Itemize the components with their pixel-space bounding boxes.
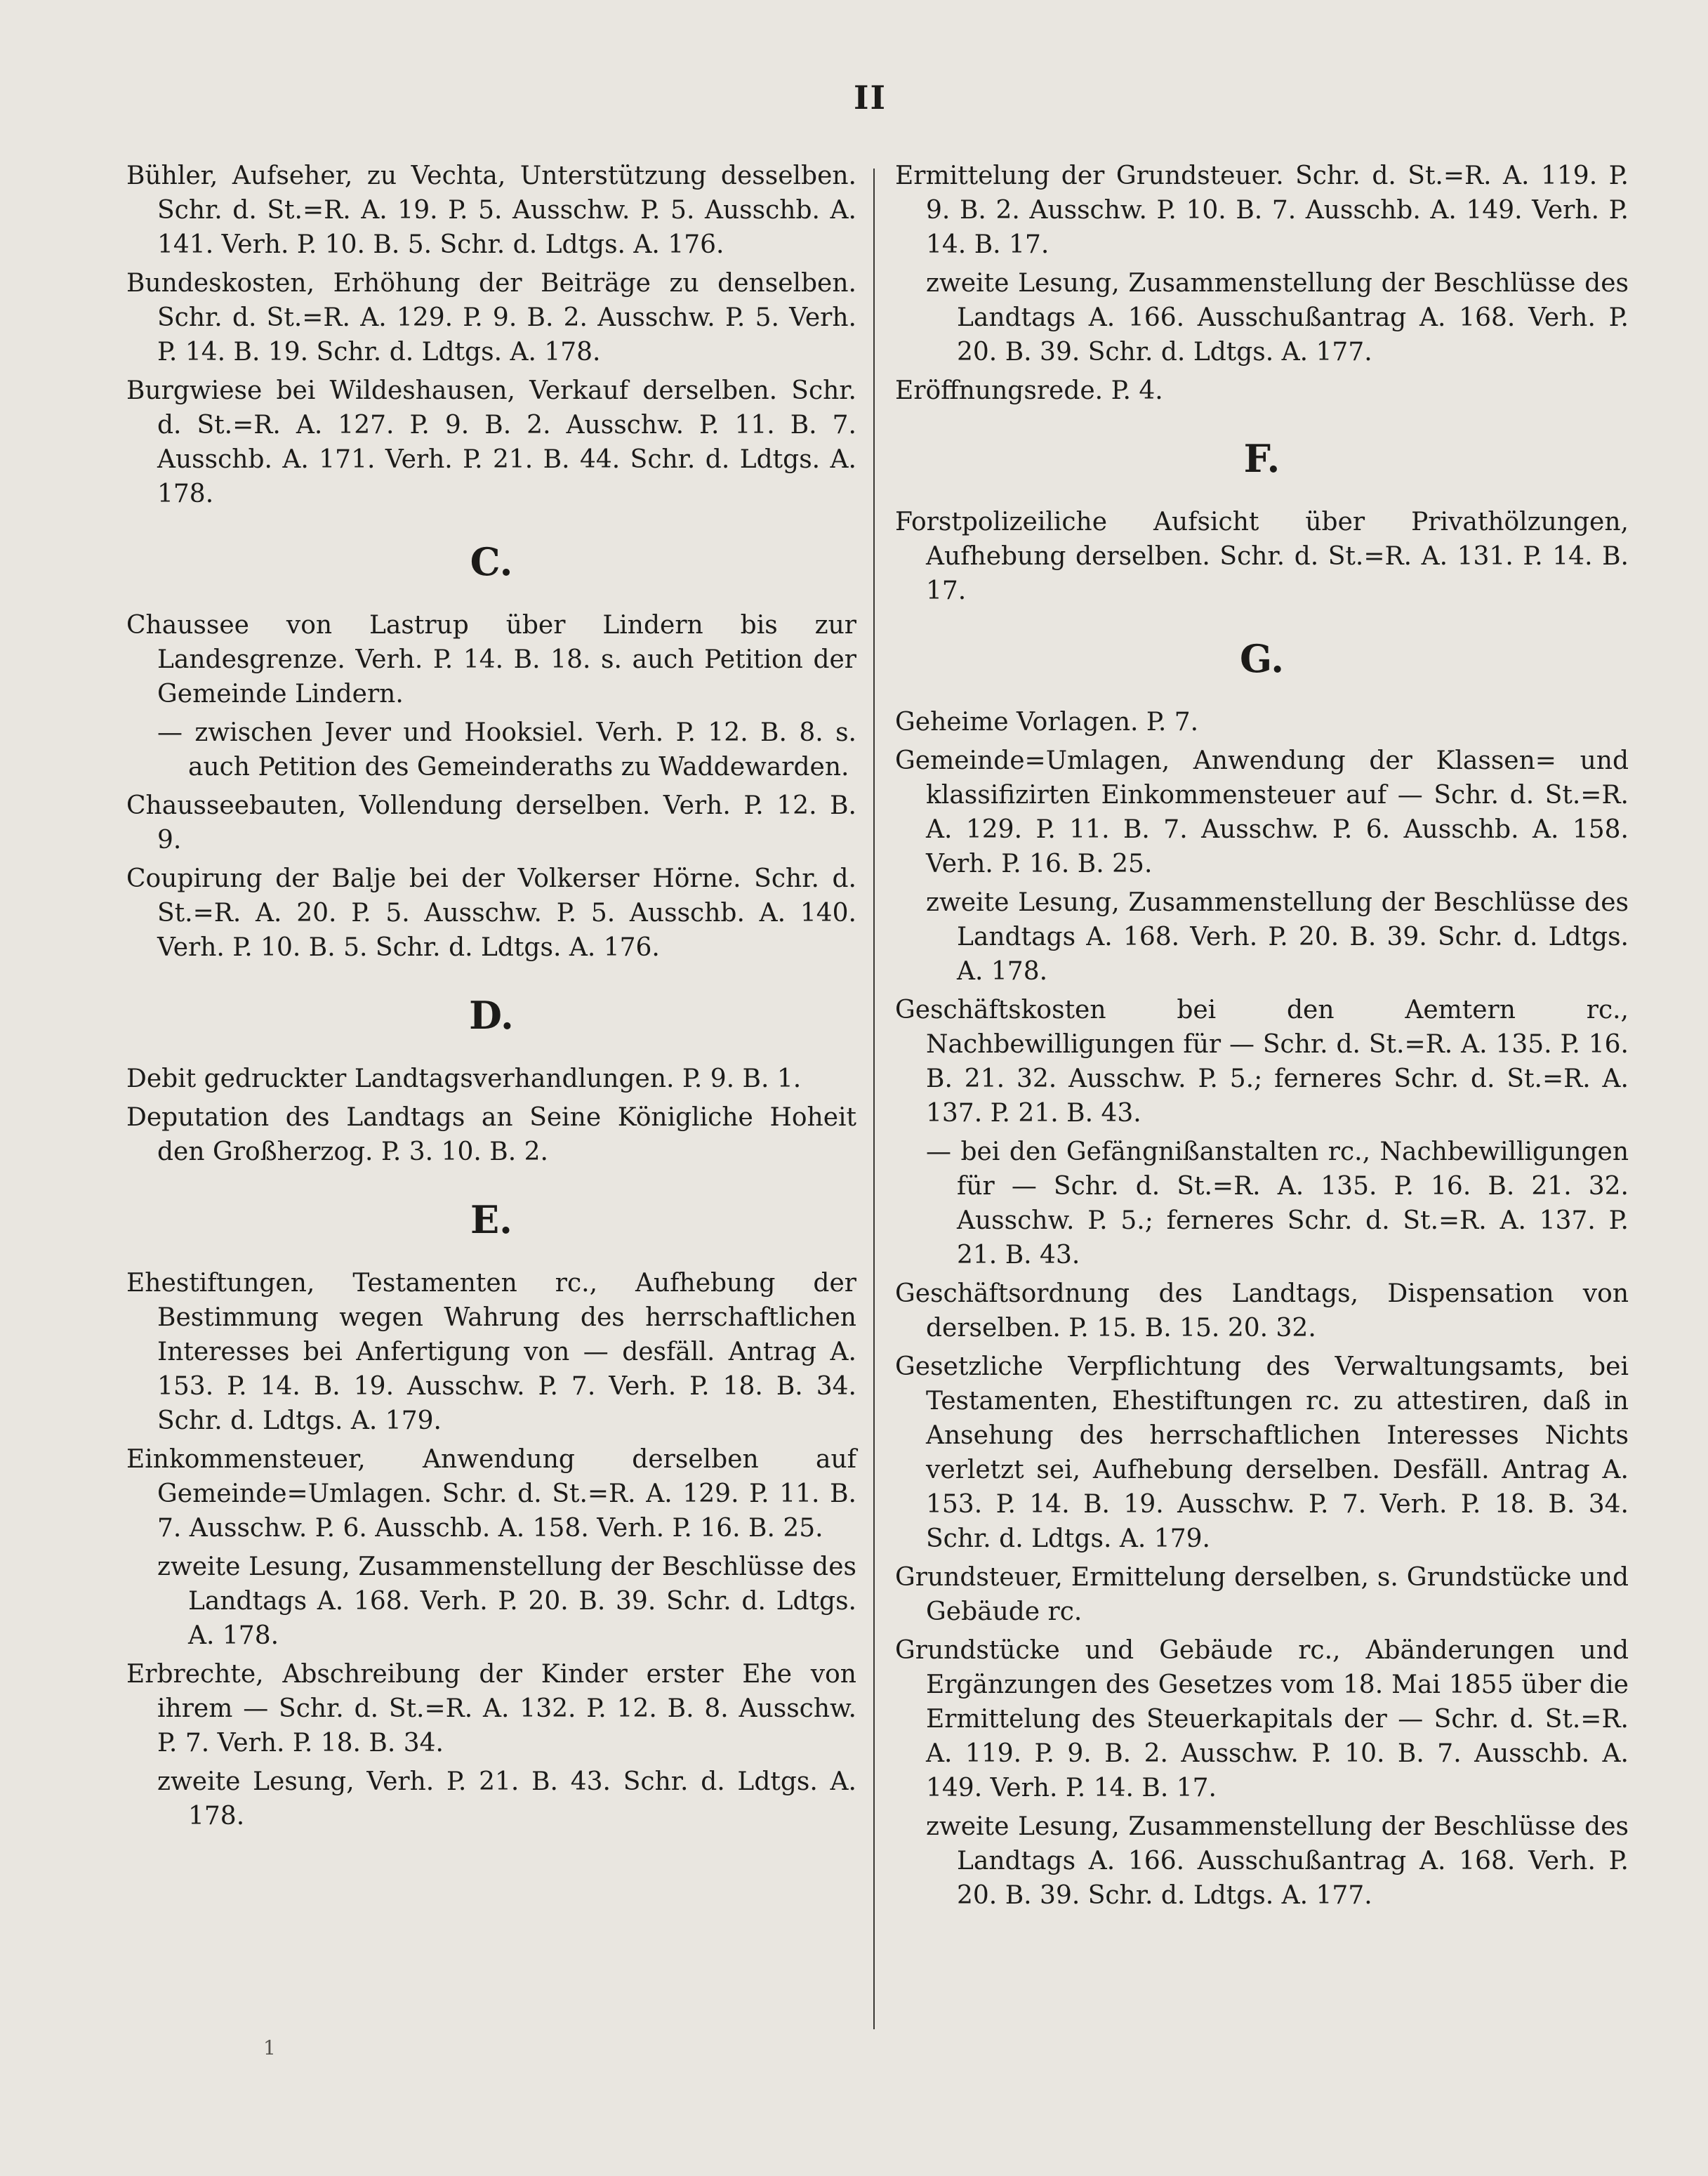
index-subentry: zweite Lesung, Zusammenstellung der Beschlüsse des Landtags A. 168. Verh. P. 20. B. 39. Schr. d. Ldtgs. A. 178. <box>926 888 1629 986</box>
right-column <box>895 159 1629 1917</box>
index-entry: Bühler, Aufseher, zu Vechta, Unterstützung desselben. Schr. d. St.=R. A. 19. P. 5. Ausschw. P. 5. Ausschb. A. 141. Verh. P. 10. B. 5. Schr. d. Ldtgs. A. 176. <box>126 161 856 259</box>
index-entry: Geheime Vorlagen. P. 7. <box>895 708 1199 737</box>
index-entry: Einkommensteuer, Anwendung derselben auf Gemeinde=Umlagen. Schr. d. St.=R. A. 129. P. 11. B. 7. Ausschw. P. 6. Ausschb. A. 158. Verh. P. 16. B. 25. <box>126 1445 856 1543</box>
index-entry: Erbrechte, Abschreibung der Kinder erster Ehe von ihrem — Schr. d. St.=R. A. 132. P. 12. B. 8. Ausschw. P. 7. Verh. P. 18. B. 34. <box>126 1660 856 1758</box>
index-subentry: — zwischen Jever und Hooksiel. Verh. P. 12. B. 8. s. auch Petition des Gemeinderaths zu Waddewarden. <box>157 718 856 782</box>
section-letter-c: C. <box>470 539 513 584</box>
index-entry: Geschäftskosten bei den Aemtern rc., Nachbewilligungen für — Schr. d. St.=R. A. 135. P. 16. B. 21. 32. Ausschw. P. 5.; ferneres Schr. d. St.=R. A. 137. P. 21. B. 43. <box>895 996 1629 1128</box>
index-entry: Grundsteuer, Ermittelung derselben, s. Grundstücke und Gebäude rc. <box>895 1563 1629 1626</box>
index-subentry: zweite Lesung, Zusammenstellung der Beschlüsse des Landtags A. 168. Verh. P. 20. B. 39. Schr. d. Ldtgs. A. 178. <box>157 1552 856 1650</box>
section-letter-d: D. <box>469 993 514 1038</box>
index-entry: Burgwiese bei Wildeshausen, Verkauf derselben. Schr. d. St.=R. A. 127. P. 9. B. 2. Ausschw. P. 11. B. 7. Ausschb. A. 171. Verh. P. 21. B. 44. Schr. d. Ldtgs. A. 178. <box>126 376 856 508</box>
index-subentry: zweite Lesung, Zusammenstellung der Beschlüsse des Landtags A. 166. Ausschußantrag A. 168. Verh. P. 20. B. 39. Schr. d. Ldtgs. A. 177. <box>926 269 1629 367</box>
section-letter-g: G. <box>1240 636 1284 681</box>
index-entry: Debit gedruckter Landtagsverhandlungen. P. 9. B. 1. <box>126 1064 802 1093</box>
index-entry: Ehestiftungen, Testamenten rc., Aufhebung der Bestimmung wegen Wahrung des herrschaftlichen Interesses bei Anfertigung von — desfäll. Antrag A. 153. P. 14. B. 19. Ausschw. P. 7. Verh. P. 18. B. 34. Schr. d. Ldtgs. A. 179. <box>126 1269 856 1435</box>
index-entry: Eröffnungsrede. P. 4. <box>895 376 1163 405</box>
section-letter-e: E. <box>470 1197 512 1242</box>
index-entry: Chausseebauten, Vollendung derselben. Verh. P. 12. B. 9. <box>126 791 856 855</box>
index-entry: Forstpolizeiliche Aufsicht über Privathölzungen, Aufhebung derselben. Schr. d. St.=R. A. 131. P. 14. B. 17. <box>895 508 1629 605</box>
index-entry: Grundstücke und Gebäude rc., Abänderungen und Ergänzungen des Gesetzes vom 18. Mai 1855 über die Ermittelung des Steuerkapitals der — Schr. d. St.=R. A. 119. P. 9. B. 2. Ausschw. P. 10. B. 7. Ausschb. A. 149. Verh. P. 14. B. 17. <box>895 1636 1629 1802</box>
index-entry: Gesetzliche Verpflichtung des Verwaltungsamts, bei Testamenten, Ehestiftungen rc. zu attestiren, daß in Ansehung des herrschaftlichen Interesses Nichts verletzt sei, Aufhebung derselben. Desfäll. Antrag A. 153. P. 14. B. 19. Ausschw. P. 7. Verh. P. 18. B. 34. Schr. d. Ldtgs. A. 179. <box>895 1352 1629 1553</box>
index-subentry: — bei den Gefängnißanstalten rc., Nachbewilligungen für — Schr. d. St.=R. A. 135. P. 16. B. 21. 32. Ausschw. P. 5.; ferneres Schr. d. St.=R. A. 137. P. 21. B. 43. <box>926 1138 1629 1270</box>
index-entry: Gemeinde=Umlagen, Anwendung der Klassen= und klassifizirten Einkommensteuer auf — Schr. d. St.=R. A. 129. P. 11. B. 7. Ausschw. P. 6. Ausschb. A. 158. Verh. P. 16. B. 25. <box>895 746 1629 878</box>
footer-mark: 1 <box>263 2036 276 2059</box>
index-entry: Ermittelung der Grundsteuer. Schr. d. St.=R. A. 119. P. 9. B. 2. Ausschw. P. 10. B. 7. Ausschb. A. 149. Verh. P. 14. B. 17. <box>895 161 1629 259</box>
column-divider <box>873 169 875 2029</box>
index-entry: Deputation des Landtags an Seine Königliche Hoheit den Großherzog. P. 3. 10. B. 2. <box>126 1103 856 1166</box>
left-column <box>126 159 856 1838</box>
page-number: II <box>854 79 887 117</box>
index-subentry: zweite Lesung, Verh. P. 21. B. 43. Schr. d. Ldtgs. A. 178. <box>157 1767 856 1831</box>
index-entry: Bundeskosten, Erhöhung der Beiträge zu denselben. Schr. d. St.=R. A. 129. P. 9. B. 2. Ausschw. P. 5. Verh. P. 14. B. 19. Schr. d. Ldtgs. A. 178. <box>126 269 856 367</box>
index-subentry: zweite Lesung, Zusammenstellung der Beschlüsse des Landtags A. 166. Ausschußantrag A. 168. Verh. P. 20. B. 39. Schr. d. Ldtgs. A. 177. <box>926 1812 1629 1910</box>
index-entry: Coupirung der Balje bei der Volkerser Hörne. Schr. d. St.=R. A. 20. P. 5. Ausschw. P. 5. Ausschb. A. 140. Verh. P. 10. B. 5. Schr. d. Ldtgs. A. 176. <box>126 864 856 962</box>
index-entry: Geschäftsordnung des Landtags, Dispensation von derselben. P. 15. B. 15. 20. 32. <box>895 1279 1629 1343</box>
index-entry: Chaussee von Lastrup über Lindern bis zur Landesgrenze. Verh. P. 14. B. 18. s. auch Petition der Gemeinde Lindern. <box>126 611 856 708</box>
section-letter-f: F. <box>1243 436 1280 481</box>
